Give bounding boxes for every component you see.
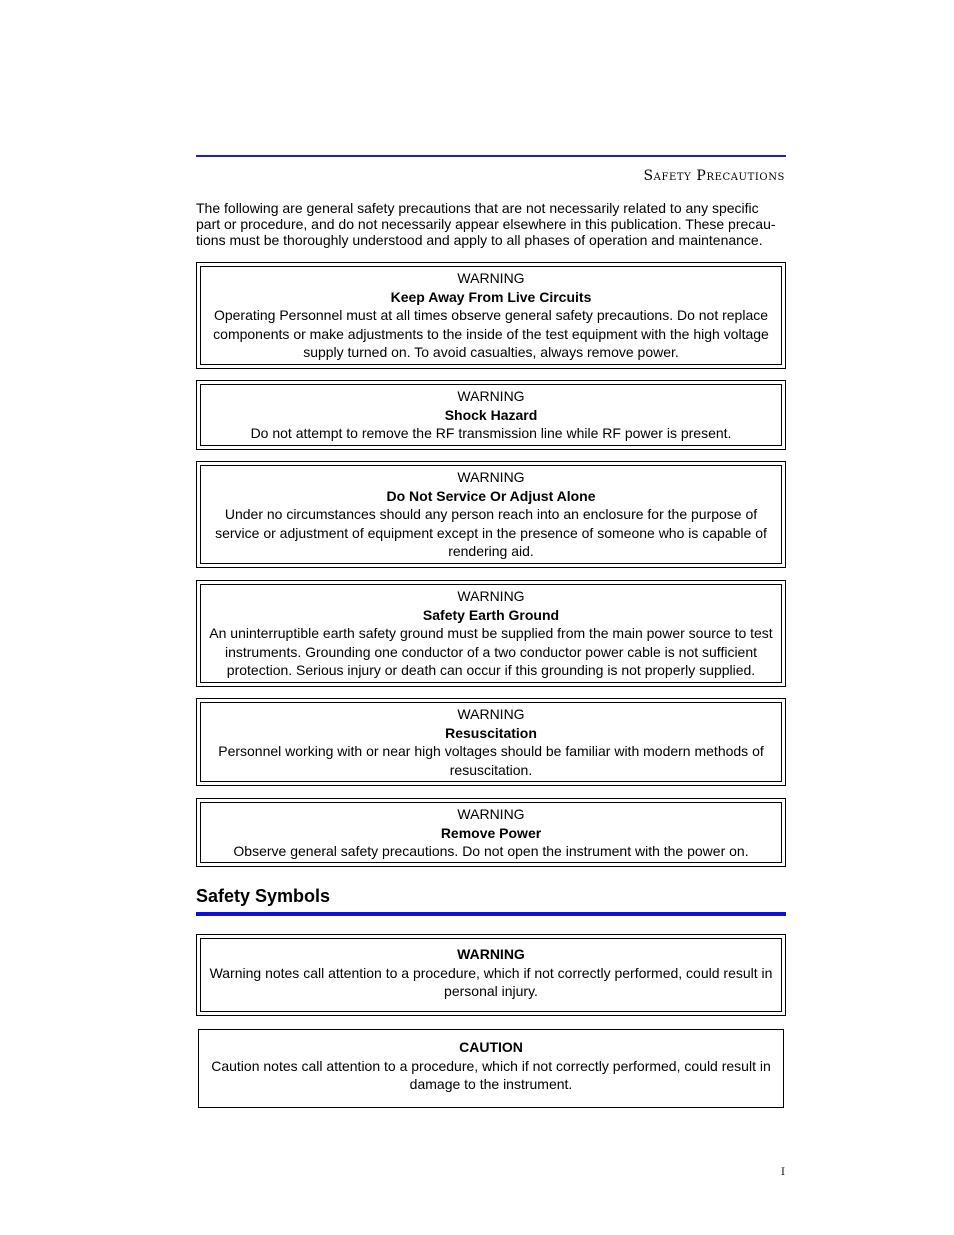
warning-text: Observe general safety precautions. Do not open the instrument with the power on. (233, 843, 749, 860)
page-number: I (781, 1167, 785, 1178)
section-rule (196, 912, 786, 916)
symbol-warning-box (196, 934, 786, 1016)
symbol-caution-title: CAUTION (459, 1039, 523, 1055)
intro-paragraph: The following are general safety precautions that are not necessarily related to any specific part or procedure, and do not necessarily appear elsewhere in this publication. These precau-tions must be thoroughly understood and apply to all phases of operation and maintenance. (196, 200, 776, 248)
warning-box-earth-ground (196, 580, 786, 687)
page-header-title: Safety Precautions (643, 168, 785, 184)
warning-label: WARNING (457, 270, 525, 286)
warning-label: WARNING (457, 388, 525, 404)
warning-title: Remove Power (440, 824, 542, 841)
warning-box-resuscitation (196, 698, 786, 786)
warning-title: Do Not Service Or Adjust Alone (386, 487, 596, 504)
symbol-warning-text: Warning notes call attention to a procedure, which if not correctly performed, could result in personal injury. (209, 964, 773, 1000)
header-rule (196, 155, 786, 157)
warning-box-service-alone (196, 461, 786, 568)
warning-text: Do not attempt to remove the RF transmission line while RF power is present. (250, 425, 732, 442)
warning-box-shock-hazard (196, 380, 786, 450)
symbol-caution-text: Caution notes call attention to a procedure, which if not correctly performed, could result in damage to the instrument. (211, 1057, 771, 1093)
warning-text: Personnel working with or near high voltages should be familiar with modern methods of resuscitation. (218, 743, 764, 778)
warning-text: Under no circumstances should any person reach into an enclosure for the purpose of service or adjustment of equipment except in the presence of someone who is capable of rendering aid. (215, 506, 767, 560)
warning-box-remove-power (196, 798, 786, 867)
warning-title: Safety Earth Ground (422, 606, 560, 623)
warning-label: WARNING (457, 469, 525, 485)
warning-box-live-circuits (196, 262, 786, 369)
warning-label: WARNING (457, 588, 525, 604)
section-heading-safety-symbols: Safety Symbols (196, 886, 331, 906)
warning-title: Keep Away From Live Circuits (390, 288, 592, 305)
warning-title: Shock Hazard (444, 406, 538, 423)
warning-title: Resuscitation (445, 724, 537, 741)
warning-label: WARNING (457, 706, 525, 722)
warning-text: An uninterruptible earth safety ground must be supplied from the main power source to test instruments. Grounding one conductor of a two conductor power cable is not sufficient protection. Serious injury or death can occur if this grounding is not properly supplied. (209, 625, 773, 679)
warning-text: Operating Personnel must at all times observe general safety precautions. Do not replace components or make adjustments to the inside of the test equipment with the high voltage supply turned on. To avoid casualties, always remove power. (213, 307, 769, 361)
symbol-caution-box (198, 1029, 784, 1108)
warning-label: WARNING (457, 806, 525, 822)
symbol-warning-title: WARNING (457, 946, 525, 962)
